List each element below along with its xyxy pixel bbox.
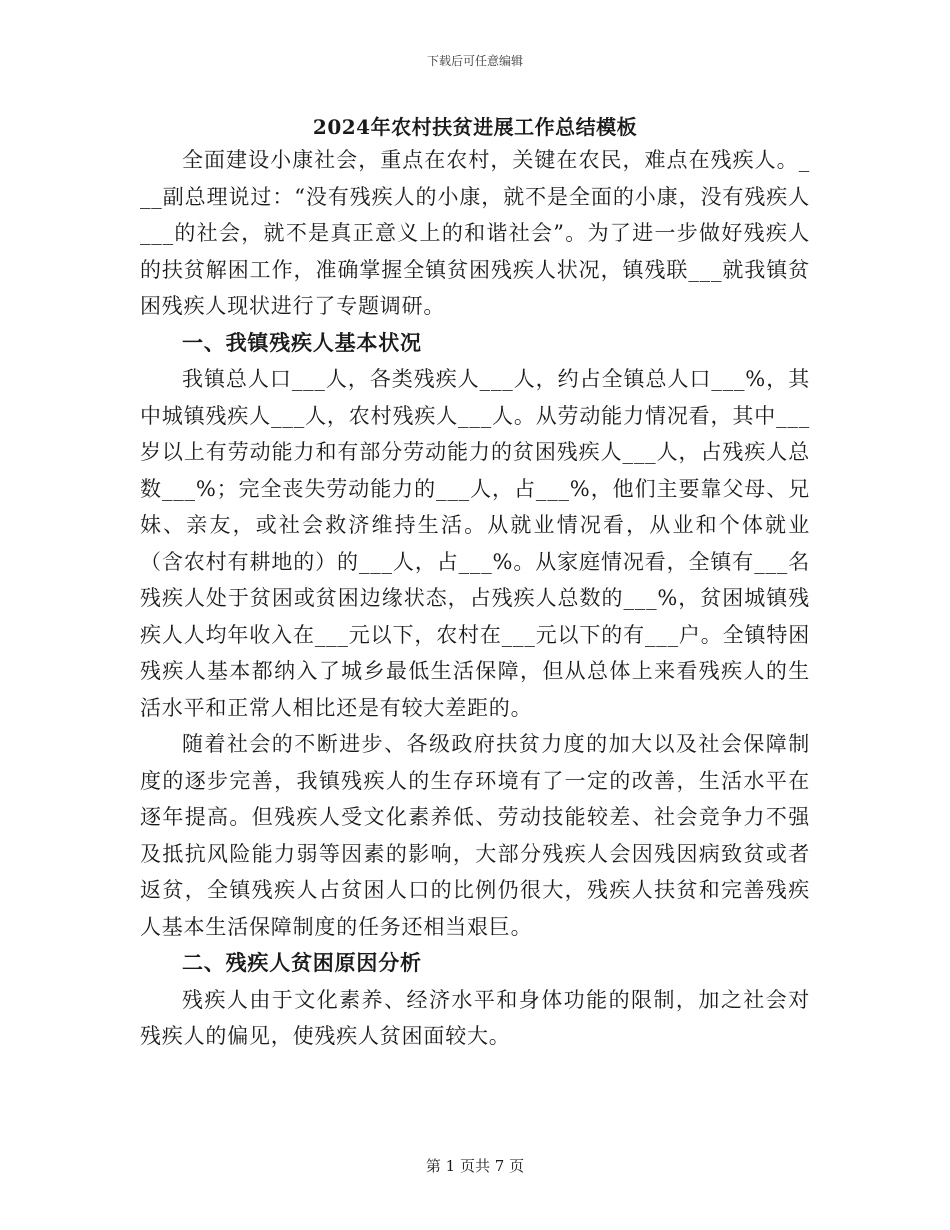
page-number: 第 1 页共 7 页	[425, 1157, 525, 1175]
document-title: 2024年农村扶贫进展工作总结模板	[312, 115, 638, 139]
section2-paragraph-1: 残疾人由于文化素养、经济水平和身体功能的限制，加之社会对残疾人的偏见，使残疾人贫困面较大。	[140, 987, 810, 1048]
section-heading-2: 二、残疾人贫困原因分析	[182, 950, 422, 975]
document-body	[140, 112, 810, 1055]
section1-paragraph-2: 随着社会的不断进步、各级政府扶贫力度的加大以及社会保障制度的逐步完善，我镇残疾人的生存环境有了一定的改善，生活水平在逐年提高。但残疾人受文化素养低、劳动技能较差、社会竞争力不强及抵抗风险能力弱等因素的影响，大部分残疾人会因残因病致贫或者返贫，全镇残疾人占贫困人口的比例仍很大，残疾人扶贫和完善残疾人基本生活保障制度的任务还相当艰巨。	[140, 732, 810, 939]
intro-paragraph: 全面建设小康社会，重点在农村，关键在农民，难点在残疾人。___副总理说过：“没有残疾人的小康，就不是全面的小康，没有残疾人___的社会，就不是真正意义上的和谐社会”。为了进一步做好残疾人的扶贫解困工作，准确掌握全镇贫困残疾人状况，镇残联___就我镇贫困残疾人现状进行了专题调研。	[140, 148, 810, 318]
section-heading-1: 一、我镇残疾人基本状况	[182, 329, 422, 355]
page-header-note: 下载后可任意编辑	[426, 54, 523, 68]
section1-paragraph-1: 我镇总人口___人，各类残疾人___人，约占全镇总人口___%，其中城镇残疾人___人，农村残疾人___人。从劳动能力情况看，其中___岁以上有劳动能力和有部分劳动能力的贫困残疾人___人，占残疾人总数___%；完全丧失劳动能力的___人，占___%，他们主要靠父母、兄妹、亲友，或社会救济维持生活。从就业情况看，从业和个体就业（含农村有耕地的）的___人，占___%。从家庭情况看，全镇有___名残疾人处于贫困或贫困边缘状态，占残疾人总数的___%，贫困城镇残疾人人均年收入在___元以下，农村在___元以下的有___户。全镇特困残疾人基本都纳入了城乡最低生活保障，但从总体上来看残疾人的生活水平和正常人相比还是有较大差距的。	[140, 367, 810, 720]
